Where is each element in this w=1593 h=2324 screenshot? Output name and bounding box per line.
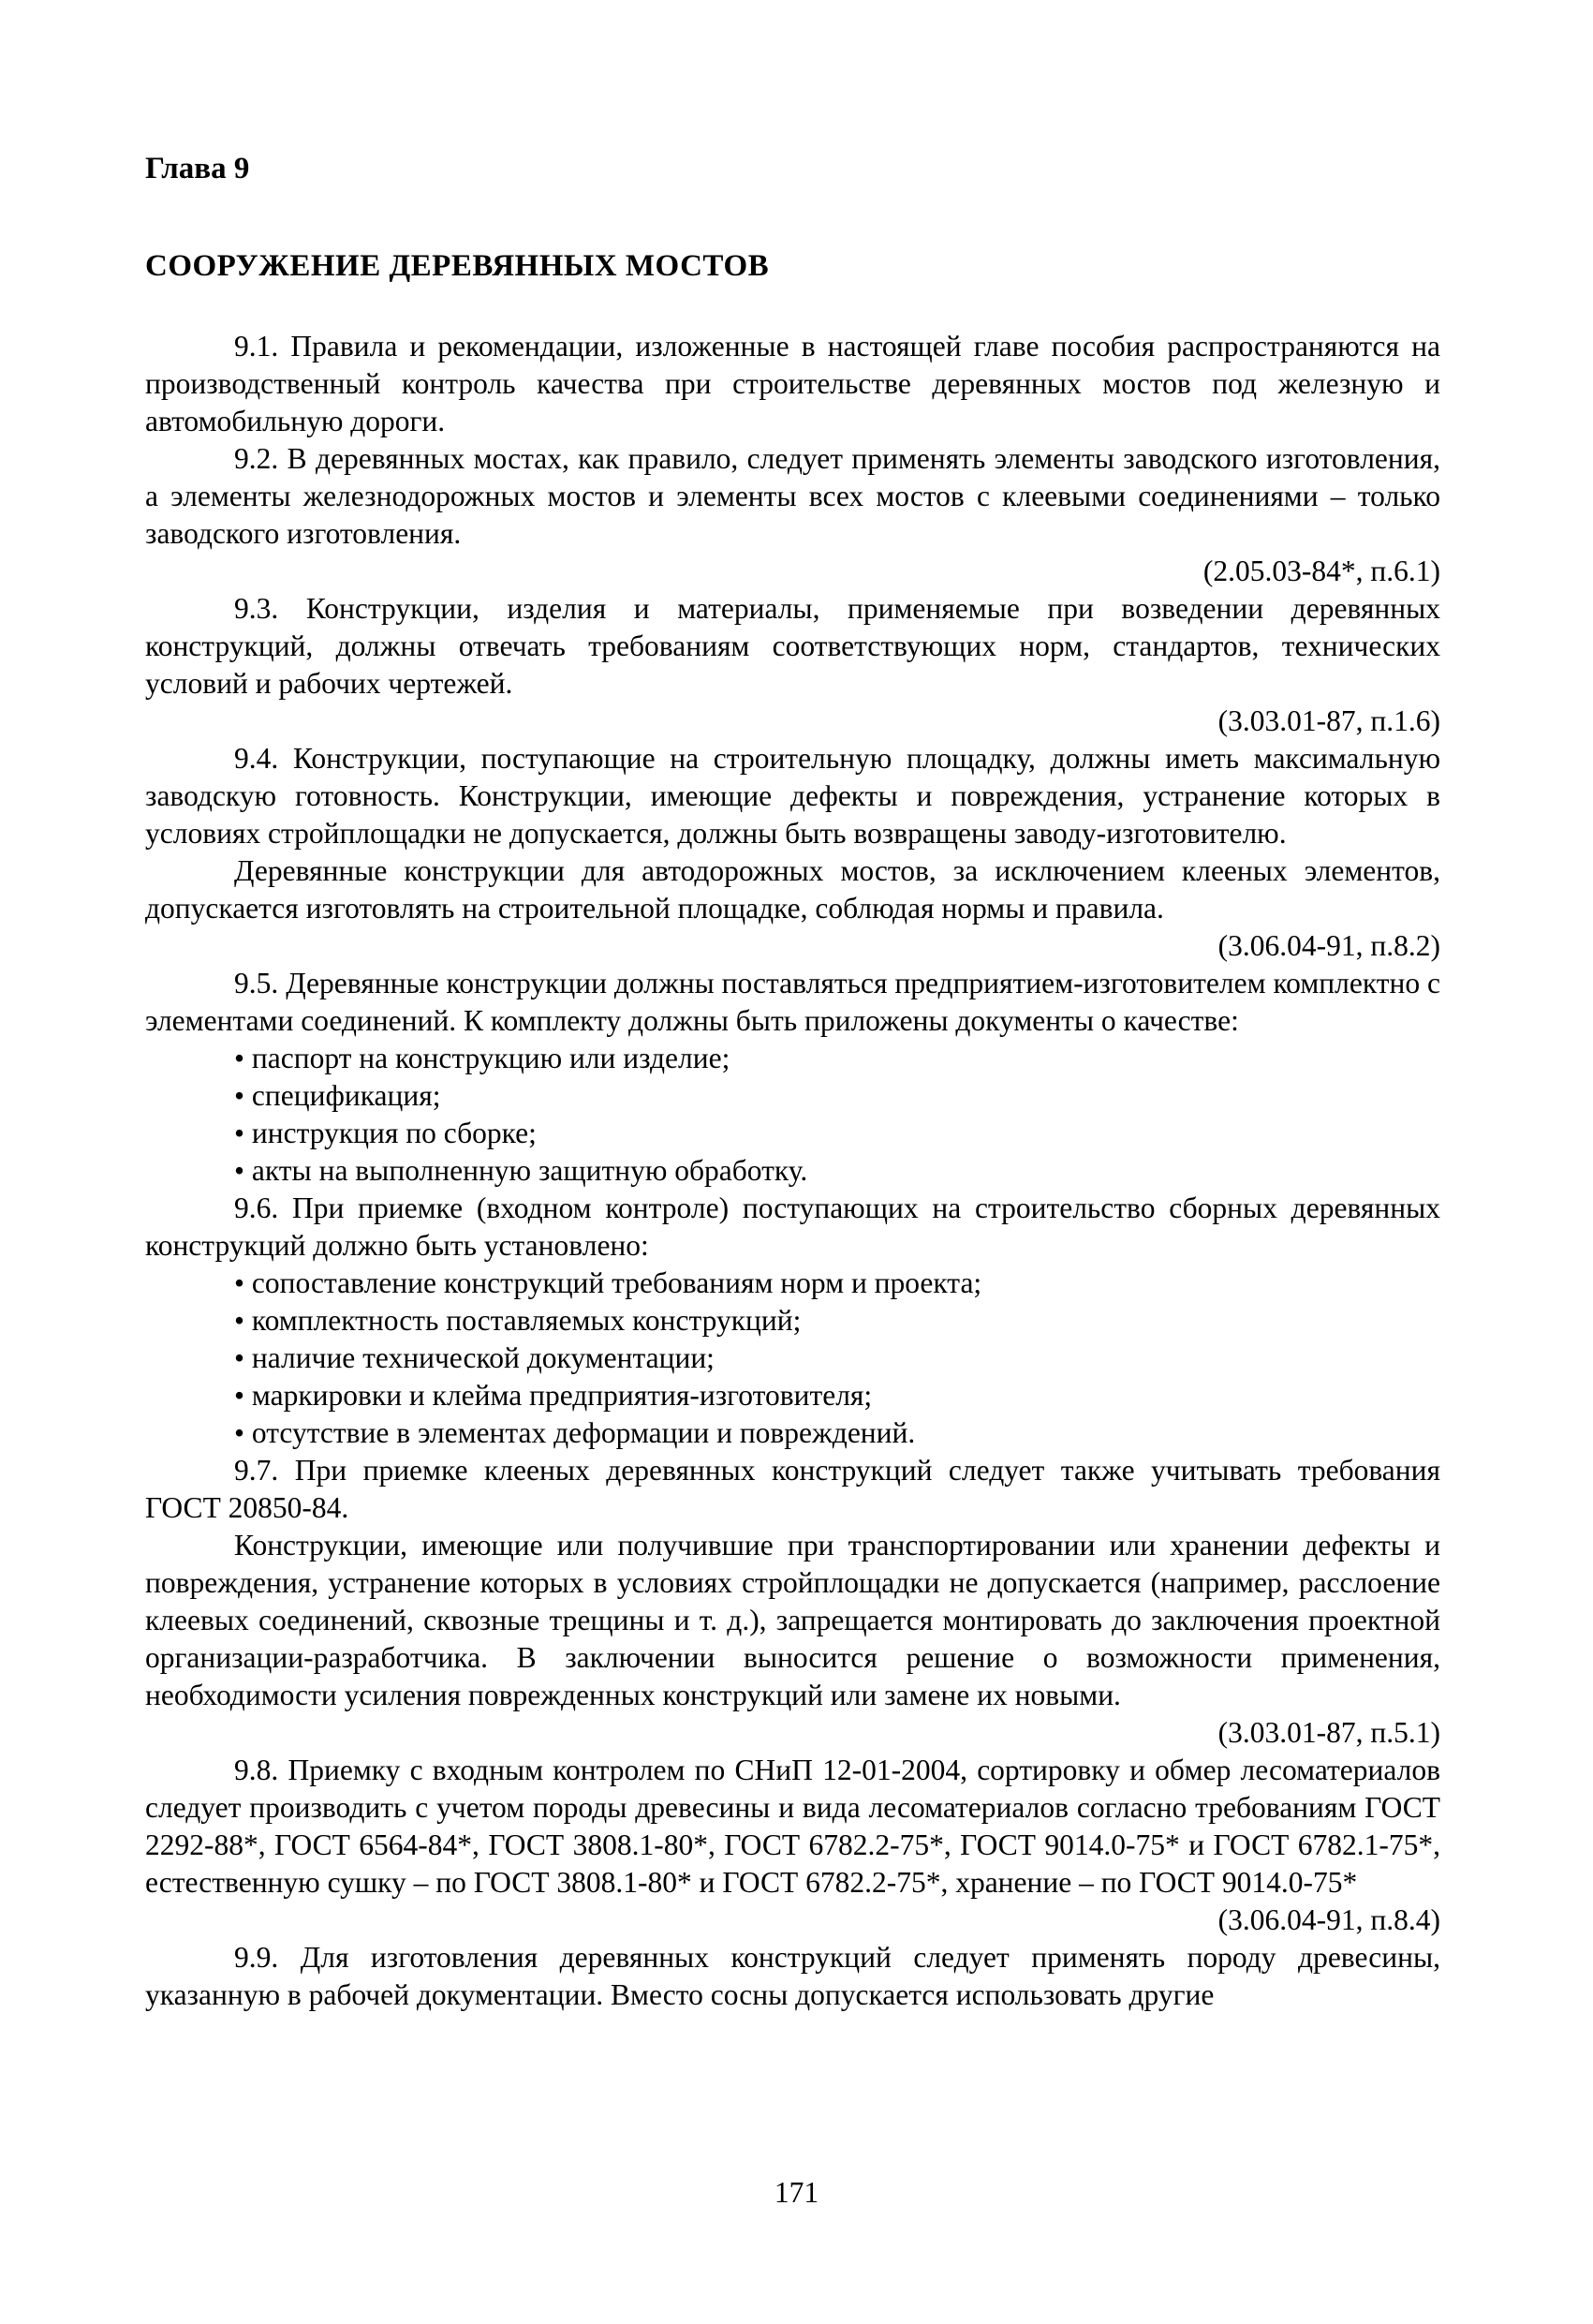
list-9-6 <box>145 1265 1440 1452</box>
page-content <box>145 148 1440 2014</box>
paragraph-9-2: 9.2. В деревянных мостах, как правило, следует применять элементы заводского изготовления, а элементы железнодорожных мостов и элементы всех мостов с клеевыми соединениями – только заводского изготовления. <box>145 442 1440 550</box>
page-number: 171 <box>774 2176 819 2209</box>
reference-9-8: (3.06.04-91, п.8.4) <box>1217 1903 1440 1936</box>
list-item: • комплектность поставляемых конструкций; <box>234 1302 1440 1340</box>
list-item: • акты на выполненную защитную обработку. <box>234 1152 1440 1190</box>
paragraph-9-7-continued: Конструкции, имеющие или получившие при транспортировании или хранении дефекты и повреждения, устранение которых в условиях стройплощадки не допускается (например, расслоение клеевых соединений, сквозные трещины и т. д.), запрещается монтировать до заключения проектной организации-разработчика. В заключении выносится решение о возможности применения, необходимости усиления поврежденных конструкций или замене их новыми. <box>145 1529 1440 1711</box>
list-item: • инструкция по сборке; <box>234 1115 1440 1152</box>
list-item: • отсутствие в элементах деформации и повреждений. <box>234 1414 1440 1452</box>
reference-9-7: (3.03.01-87, п.5.1) <box>1217 1716 1440 1749</box>
list-item: • сопоставление конструкций требованиям норм и проекта; <box>234 1265 1440 1302</box>
list-item: • наличие технической документации; <box>234 1340 1440 1377</box>
paragraph-9-8: 9.8. Приемку с входным контролем по СНиП 12-01-2004, сортировку и обмер лесоматериалов следует производить с учетом породы древесины и вида лесоматериалов согласно требованиям ГОСТ 2292-88*, ГОСТ 6564-84*, ГОСТ 3808.1-80*, ГОСТ 6782.2-75*, ГОСТ 9014.0-75* и ГОСТ 6782.1-75*, естественную сушку – по ГОСТ 3808.1-80* и ГОСТ 6782.2-75*, хранение – по ГОСТ 9014.0-75* <box>145 1754 1440 1899</box>
list-item: • маркировки и клейма предприятия-изготовителя; <box>234 1377 1440 1414</box>
chapter-heading: Глава 9 <box>145 152 250 185</box>
paragraph-9-1: 9.1. Правила и рекомендации, изложенные в настоящей главе пособия распространяются на производственный контроль качества при строительстве деревянных мостов под железную и автомобильную дороги. <box>145 330 1440 437</box>
chapter-title: СООРУЖЕНИЕ ДЕРЕВЯННЫХ МОСТОВ <box>145 249 770 283</box>
paragraph-9-6: 9.6. При приемке (входном контроле) поступающих на строительство сборных деревянных конструкций должно быть установлено: <box>145 1192 1440 1262</box>
list-9-5 <box>145 1040 1440 1190</box>
paragraph-9-9: 9.9. Для изготовления деревянных конструкций следует применять породу древесины, указанную в рабочей документации. Вместо сосны допускается использовать другие <box>145 1941 1440 2011</box>
paragraph-9-5: 9.5. Деревянные конструкции должны поставляться предприятием-изготовителем комплектно с элементами соединений. К комплекту должны быть приложены документы о качестве: <box>145 967 1440 1037</box>
paragraph-9-4-continued: Деревянные конструкции для автодорожных мостов, за исключением клееных элементов, допускается изготовлять на строительной площадке, соблюдая нормы и правила. <box>145 854 1440 925</box>
paragraph-9-3: 9.3. Конструкции, изделия и материалы, применяемые при возведении деревянных конструкций, должны отвечать требованиям соответствующих норм, стандартов, технических условий и рабочих чертежей. <box>145 592 1440 700</box>
reference-9-4: (3.06.04-91, п.8.2) <box>1217 929 1440 962</box>
list-item: • спецификация; <box>234 1077 1440 1115</box>
paragraph-9-4: 9.4. Конструкции, поступающие на строительную площадку, должны иметь максимальную заводскую готовность. Конструкции, имеющие дефекты и повреждения, устранение которых в условиях стройплощадки не допускается, должны быть возвращены заводу-изготовителю. <box>145 742 1440 850</box>
reference-9-3: (3.03.01-87, п.1.6) <box>1217 704 1440 737</box>
list-item: • паспорт на конструкцию или изделие; <box>234 1040 1440 1077</box>
paragraph-9-7: 9.7. При приемке клееных деревянных конструкций следует также учитывать требования ГОСТ 20850-84. <box>145 1454 1440 1524</box>
reference-9-2: (2.05.03-84*, п.6.1) <box>1202 555 1440 587</box>
